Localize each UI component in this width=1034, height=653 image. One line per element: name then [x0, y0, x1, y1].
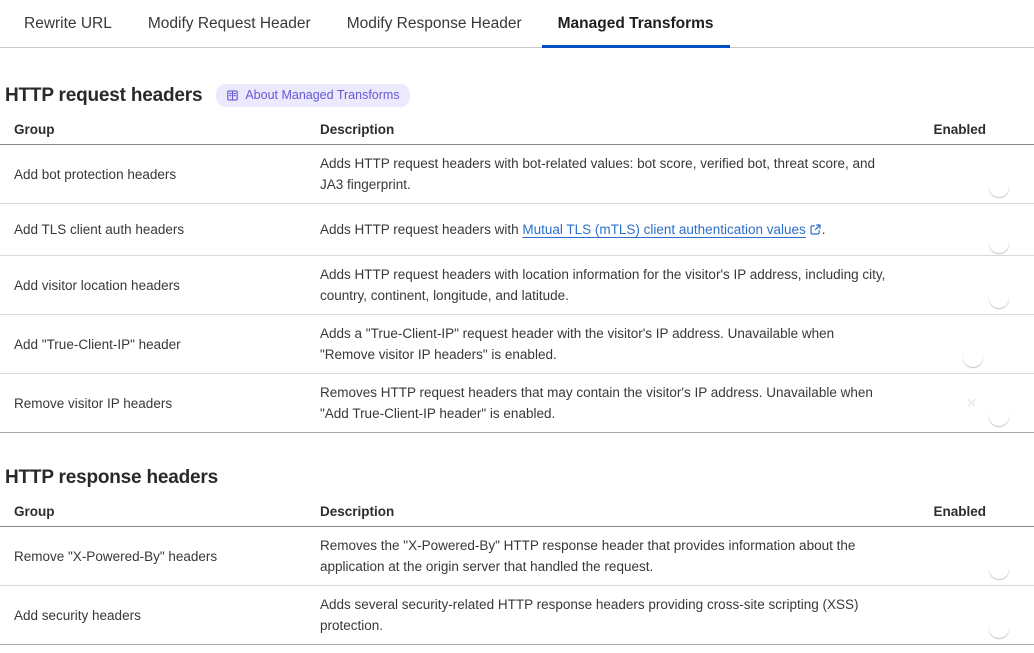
table-row-add-visitor-location-headers — [0, 256, 1034, 315]
description-prefix: Adds HTTP request headers with — [320, 222, 523, 237]
response-headers-section-head — [5, 467, 1034, 489]
response-headers-table — [0, 497, 1034, 645]
group-label: Remove "X-Powered-By" headers — [14, 548, 218, 564]
column-header-enabled: Enabled — [933, 122, 986, 137]
tab-label: Modify Request Header — [147, 14, 311, 32]
tab-bar — [0, 0, 1034, 48]
description-text: Removes the "X-Powered-By" HTTP response header that provides information about the application at the origin server that handled the request. — [320, 538, 856, 574]
badge-label: About Managed Transforms — [245, 88, 400, 103]
description-text: Adds several security-related HTTP response headers providing cross-site scripting (XSS) protection. — [320, 597, 859, 633]
tab-modify-response-header[interactable] — [331, 0, 538, 47]
x-icon: ✕ — [966, 607, 977, 623]
tab-label: Modify Response Header — [346, 14, 522, 32]
table-row-add-security-headers — [0, 586, 1034, 644]
mtls-docs-link[interactable] — [522, 222, 821, 237]
check-icon: ✓ — [995, 336, 1006, 352]
table-row-add-tls-client-auth-headers — [0, 204, 1034, 256]
column-header-description: Description — [320, 504, 395, 519]
about-managed-transforms-badge[interactable] — [216, 84, 409, 107]
external-link-icon — [809, 223, 822, 236]
section-title: HTTP request headers — [5, 84, 203, 106]
toggle-knob — [989, 177, 1009, 197]
description-text: Adds HTTP request headers with bot-related values: bot score, verified bot, threat score, and JA3 fingerprint. — [320, 156, 876, 192]
description-text — [320, 219, 912, 240]
x-icon: ✕ — [966, 277, 977, 293]
table-row-add-bot-protection-headers — [0, 145, 1034, 204]
x-icon: ✕ — [966, 395, 977, 411]
table-header-row — [0, 115, 1034, 145]
description-text: Removes HTTP request headers that may contain the visitor's IP address. Unavailable when "Add True-Client-IP header" is enabled. — [320, 385, 873, 421]
active-tab-indicator — [542, 45, 730, 48]
toggle-knob — [989, 559, 1009, 579]
toggle-knob — [989, 288, 1009, 308]
request-headers-table — [0, 115, 1034, 433]
table-row-add-true-client-ip-header — [0, 315, 1034, 374]
group-label: Add visitor location headers — [14, 277, 180, 293]
description-suffix: . — [821, 222, 826, 237]
x-icon: ✕ — [966, 166, 977, 182]
link-label: Mutual TLS (mTLS) client authentication values — [522, 222, 806, 237]
book-icon — [226, 89, 239, 102]
group-label: Add bot protection headers — [14, 166, 177, 182]
tab-label: Managed Transforms — [557, 14, 714, 32]
x-icon: ✕ — [966, 222, 977, 237]
tab-rewrite-url[interactable] — [8, 0, 128, 47]
group-label: Add security headers — [14, 607, 141, 623]
tab-managed-transforms[interactable] — [542, 0, 730, 47]
toggle-knob — [989, 618, 1009, 638]
column-header-group: Group — [14, 504, 55, 519]
toggle-knob — [989, 406, 1009, 426]
x-icon: ✕ — [966, 548, 977, 564]
description-text: Adds a "True-Client-IP" request header with the visitor's IP address. Unavailable when "Remove visitor IP headers" is enabled. — [320, 326, 835, 362]
column-header-enabled: Enabled — [933, 504, 986, 519]
group-label: Add "True-Client-IP" header — [14, 336, 181, 352]
table-row-remove-x-powered-by-headers — [0, 527, 1034, 586]
request-headers-section-head — [5, 84, 1034, 107]
column-header-description: Description — [320, 122, 395, 137]
description-text: Adds HTTP request headers with location information for the visitor's IP address, including city, country, continent, longitude, and latitude. — [320, 267, 886, 303]
toggle-knob — [989, 233, 1009, 253]
toggle-knob — [963, 347, 983, 367]
group-label: Add TLS client auth headers — [14, 222, 185, 237]
table-header-row — [0, 497, 1034, 527]
group-label: Remove visitor IP headers — [14, 395, 173, 411]
table-row-remove-visitor-ip-headers — [0, 374, 1034, 432]
tab-label: Rewrite URL — [24, 14, 112, 32]
column-header-group: Group — [14, 122, 55, 137]
tab-modify-request-header[interactable] — [132, 0, 327, 47]
section-title: HTTP response headers — [5, 467, 218, 488]
